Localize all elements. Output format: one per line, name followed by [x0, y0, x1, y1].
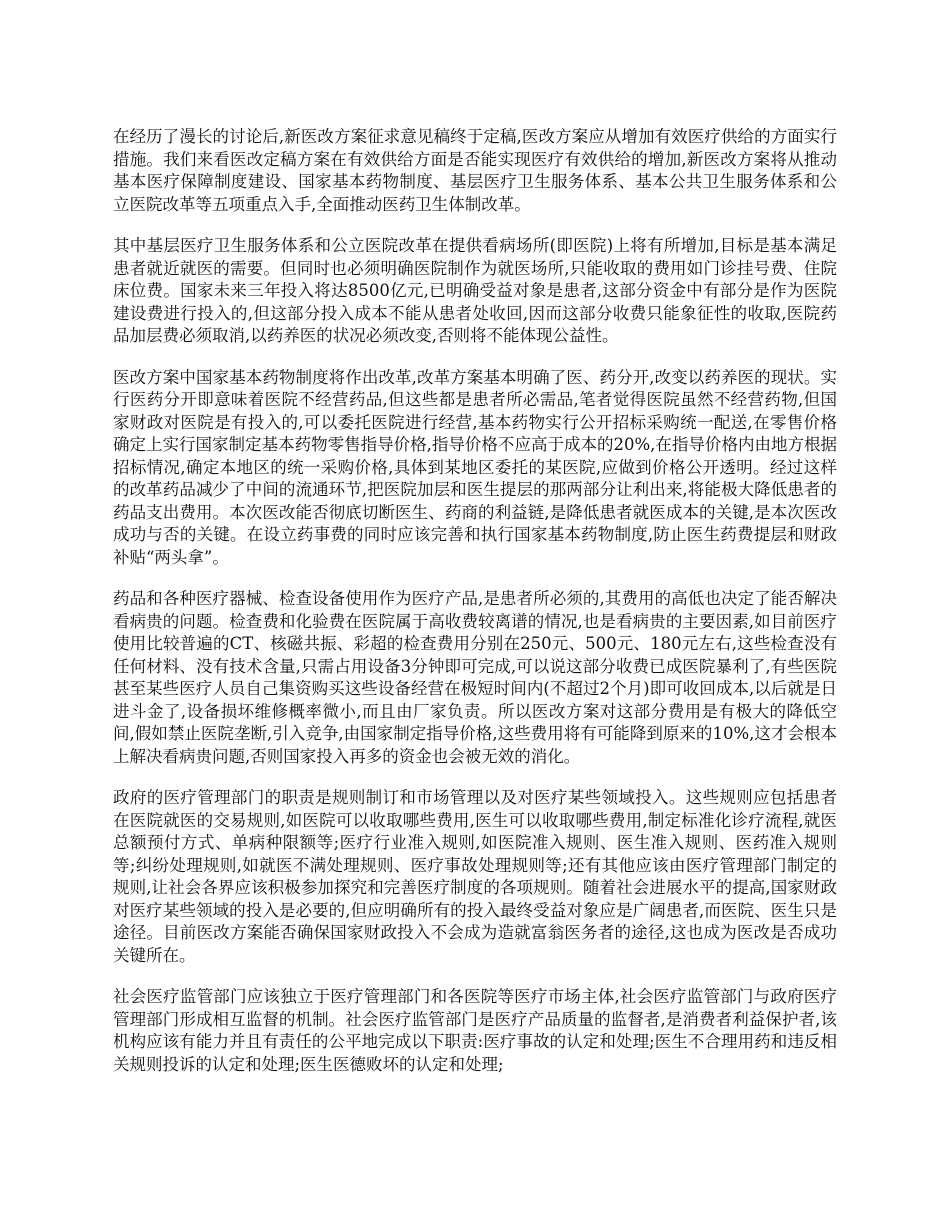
paragraph-1: 在经历了漫长的讨论后,新医改方案征求意见稿终于定稿,医改方案应从增加有效医疗供给的方面实行措施。我们来看医改定稿方案在有效供给方面是否能实现医疗有效供给的增加,新医改方案将从推动基本医疗保障制度建设、国家基本药物制度、基层医疗卫生服务体系、基本公共卫生服务体系和公立医院改革等五项重点入手,全面推动医药卫生体制改革。	[113, 127, 837, 214]
paragraph-4: 药品和各种医疗器械、检查设备使用作为医疗产品,是患者所必须的,其费用的高低也决定了能否解决看病贵的问题。检查费和化验费在医院属于高收费较离谱的情况,也是看病贵的主要因素,如目前医疗使用比较普遍的CT、核磁共振、彩超的检查费用分别在250元、500元、180元左右,这些检查没有任何材料、没有技术含量,只需占用设备3分钟即可完成,可以说这部分收费已成医院暴利了,有些医院甚至某些医疗人员自己集资购买这些设备经营在极短时间内(不超过2个月)即可收回成本,以后就是日进斗金了,设备损坏维修概率微小,而且由厂家负责。所以医改方案对这部分费用是有极大的降低空间,假如禁止医院垄断,引入竞争,由国家制定指导价格,这些费用将有可能降到原来的10%,这才会根本上解决看病贵问题,否则国家投入再多的资金也会被无效的消化。	[113, 589, 837, 766]
document-body	[113, 126, 837, 1095]
paragraph-3: 医改方案中国家基本药物制度将作出改革,改革方案基本明确了医、药分开,改变以药养医的现状。实行医药分开即意味着医院不经营药品,但这些都是患者所必需品,笔者觉得医院虽然不经营药物,但国家财政对医院是有投入的,可以委托医院进行经营,基本药物实行公开招标采购统一配送,在零售价格确定上实行国家制定基本药物零售指导价格,指导价格不应高于成本的20%,在指导价格内由地方根据招标情况,确定本地区的统一采购价格,具体到某地区委托的某医院,应做到价格公开透明。经过这样的改革药品减少了中间的流通环节,把医院加层和医生提层的那两部分让利出来,将能极大降低患者的药品支出费用。本次医改能否彻底切断医生、药商的利益链,是降低患者就医成本的关键,是本次医改成功与否的关键。在设立药事费的同时应该完善和执行国家基本药物制度,防止医生药费提层和财政补贴“两头拿”。	[113, 367, 837, 567]
paragraph-5: 政府的医疗管理部门的职责是规则制订和市场管理以及对医疗某些领域投入。这些规则应包括患者在医院就医的交易规则,如医院可以收取哪些费用,医生可以收取哪些费用,制定标准化诊疗流程,就医总额预付方式、单病种限额等;医疗行业准入规则,如医院准入规则、医生准入规则、医药准入规则等;纠纷处理规则,如就医不满处理规则、医疗事故处理规则等;还有其他应该由医疗管理部门制定的规则,让社会各界应该积极参加探究和完善医疗制度的各项规则。随着社会进展水平的提高,国家财政对医疗某些领域的投入是必要的,但应明确所有的投入最终受益对象应是广阔患者,而医院、医生只是途径。目前医改方案能否确保国家财政投入不会成为造就富翁医务者的途径,这也成为医改是否成功关键所在。	[113, 788, 837, 965]
paragraph-6: 社会医疗监管部门应该独立于医疗管理部门和各医院等医疗市场主体,社会医疗监管部门与政府医疗管理部门形成相互监督的机制。社会医疗监管部门是医疗产品质量的监督者,是消费者利益保护者,该机构应该有能力并且有责任的公平地完成以下职责:医疗事故的认定和处理;医生不合理用药和违反相关规则投诉的认定和处理;医生医德败坏的认定和处理;	[113, 987, 837, 1074]
paragraph-2: 其中基层医疗卫生服务体系和公立医院改革在提供看病场所(即医院)上将有所增加,目标是基本满足患者就近就医的需要。但同时也必须明确医院制作为就医场所,只能收取的费用如门诊挂号费、住院床位费。国家未来三年投入将达8500亿元,已明确受益对象是患者,这部分资金中有部分是作为医院建设费进行投入的,但这部分投入成本不能从患者处收回,因而这部分收费只能象征性的收取,医院药品加层费必须取消,以药养医的状况必须改变,否则将不能体现公益性。	[113, 236, 837, 345]
